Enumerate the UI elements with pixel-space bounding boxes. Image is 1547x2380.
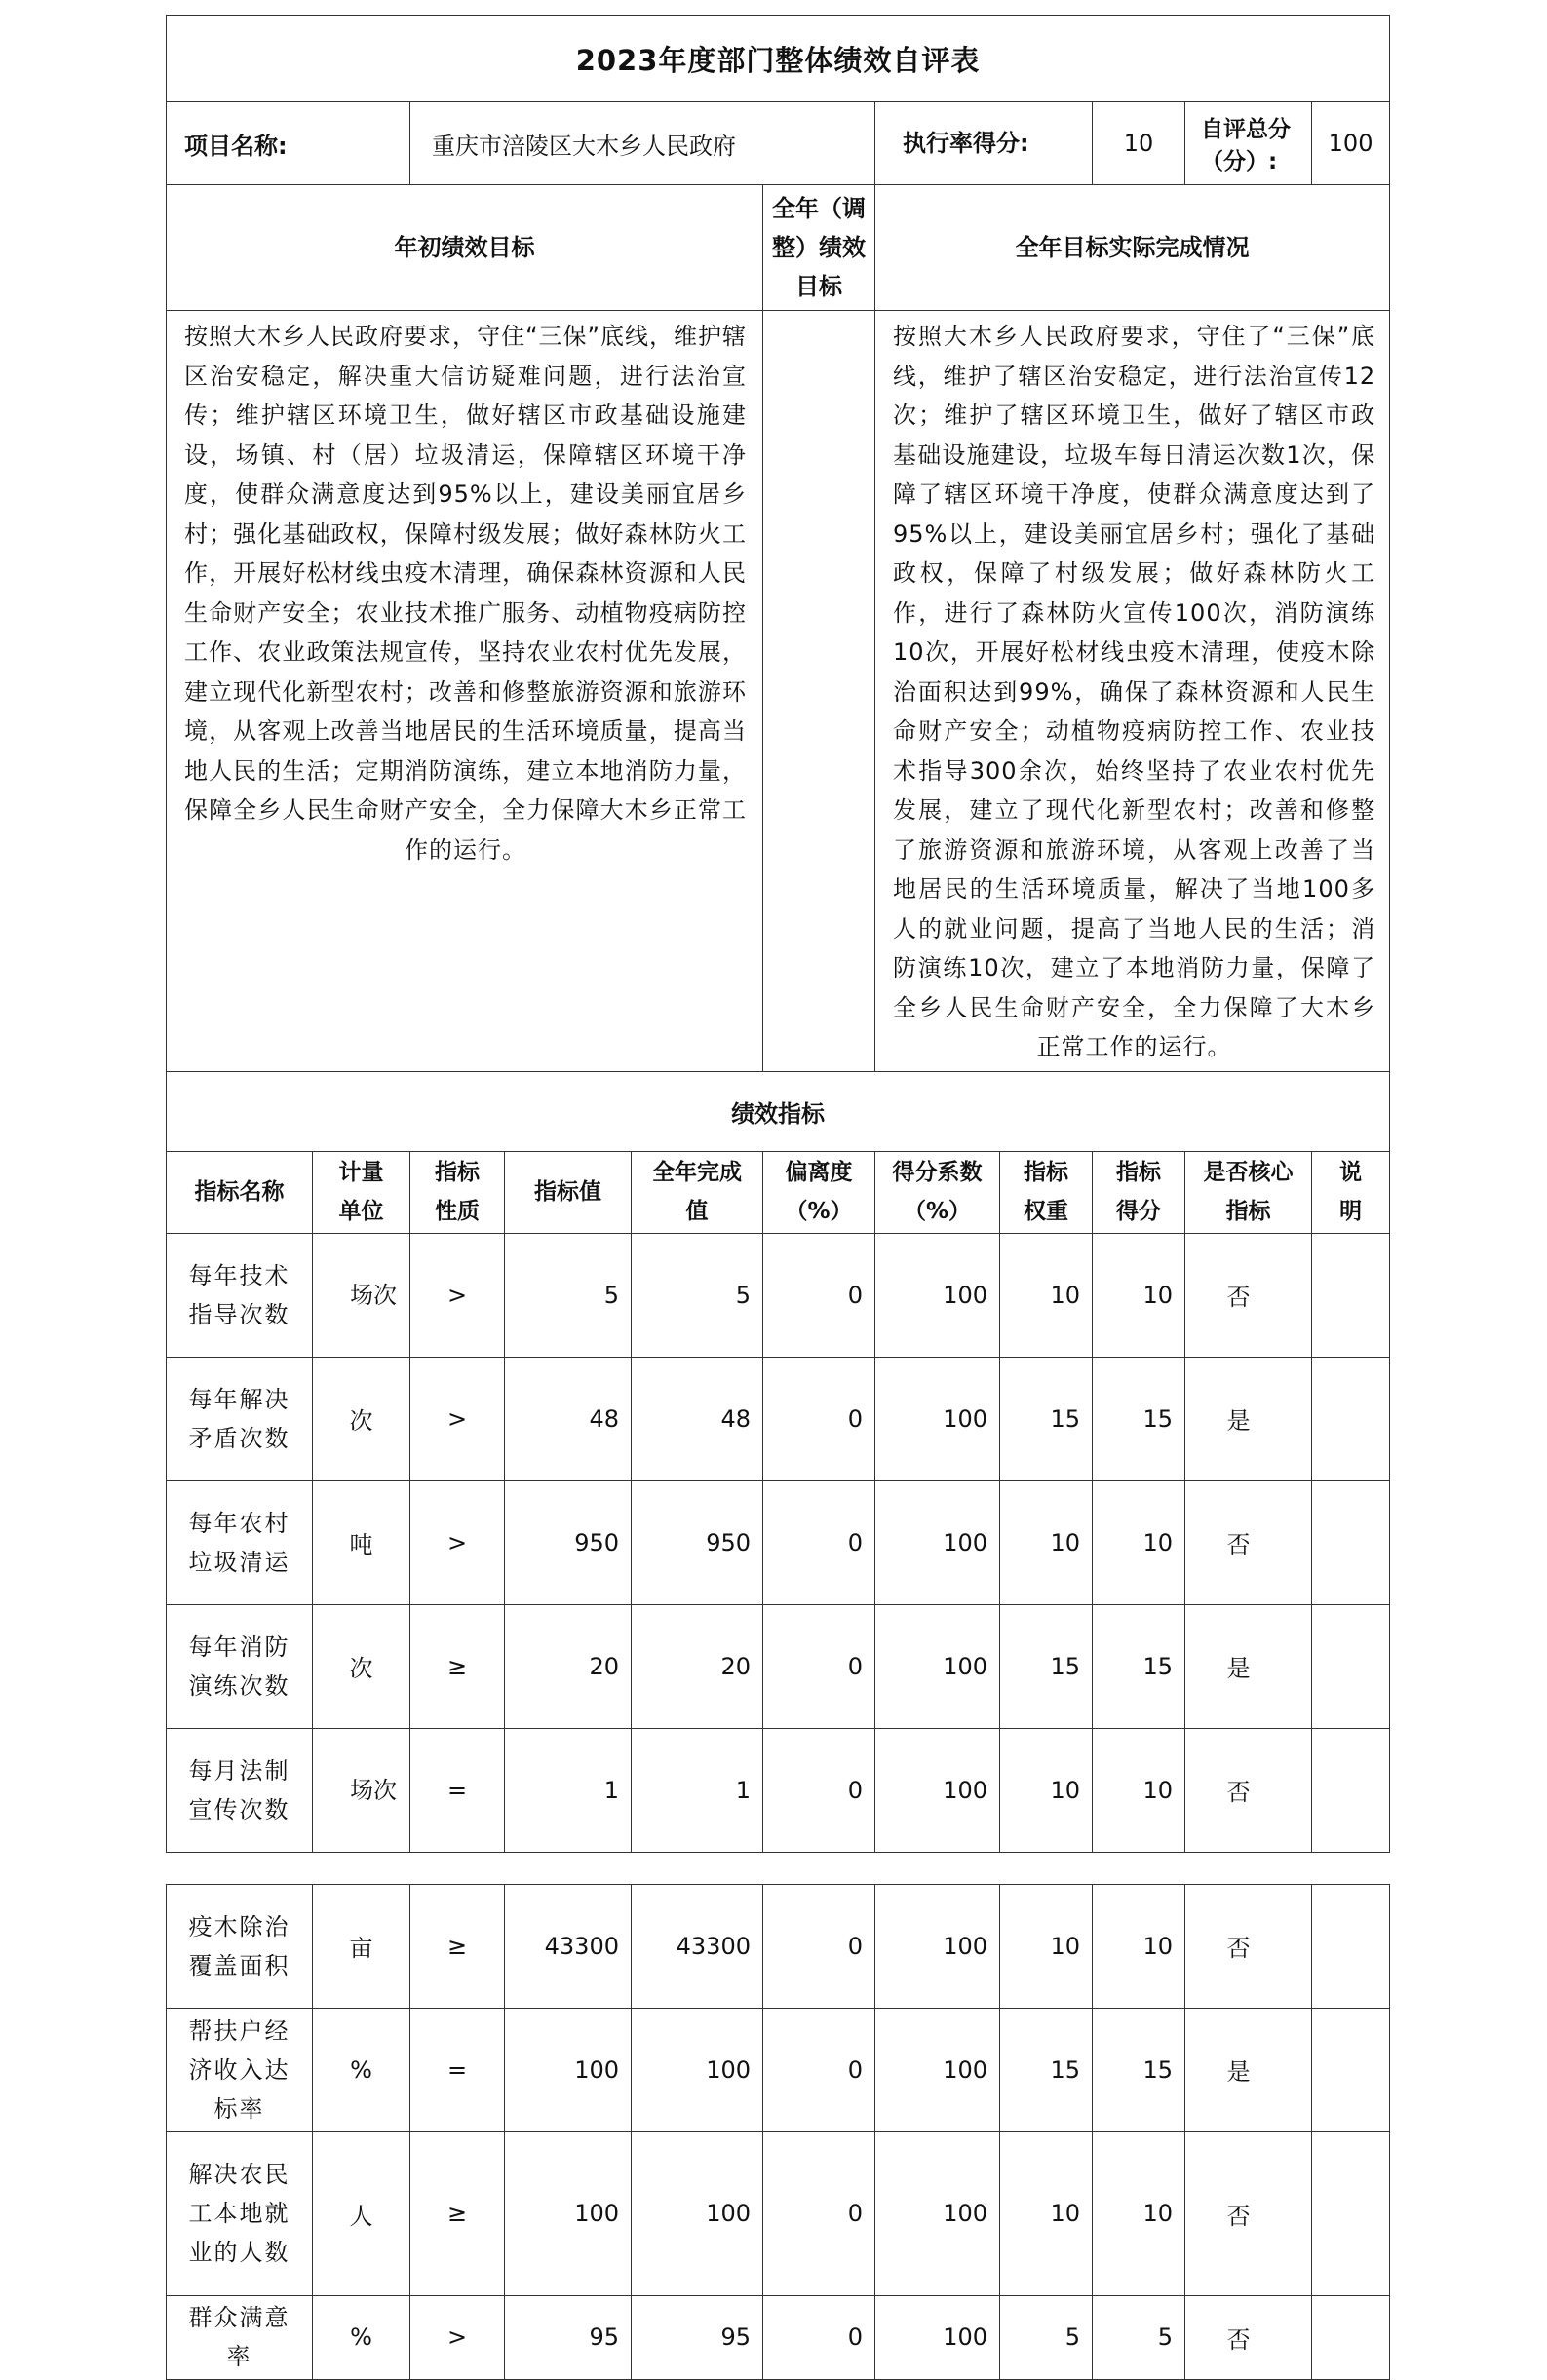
indicator-deviation: 0 (763, 2131, 875, 2295)
indicator-unit: 吨 (313, 1480, 410, 1604)
indicator-deviation: 0 (763, 1728, 875, 1852)
indicator-note (1312, 1728, 1390, 1852)
indicator-target: 48 (505, 1357, 632, 1480)
page-break-gap (166, 1853, 1389, 1884)
table-row (167, 2008, 1390, 2131)
indicator-is-core: 是 (1185, 2008, 1312, 2131)
indicator-score: 10 (1093, 1480, 1185, 1604)
indicator-score: 10 (1093, 1233, 1185, 1357)
indicator-actual: 100 (632, 2131, 763, 2295)
indicator-name: 群众满意率 (167, 2295, 313, 2379)
indicators-header-row (167, 1151, 1390, 1233)
indicator-name: 每月法制宣传次数 (167, 1728, 313, 1852)
indicator-weight: 15 (1000, 1357, 1093, 1480)
col-nature: 指标性质 (410, 1151, 505, 1233)
indicator-is-core: 否 (1185, 1728, 1312, 1852)
indicator-actual: 5 (632, 1233, 763, 1357)
indicator-name: 每年农村垃圾清运 (167, 1480, 313, 1604)
indicator-actual: 950 (632, 1480, 763, 1604)
indicator-deviation: 0 (763, 2008, 875, 2131)
indicator-unit: 亩 (313, 1884, 410, 2008)
initial-goal-label: 年初绩效目标 (167, 185, 763, 311)
indicator-actual: 48 (632, 1357, 763, 1480)
indicator-actual: 100 (632, 2008, 763, 2131)
indicator-score-coef: 100 (875, 2008, 1000, 2131)
actual-completion-text: 按照大木乡人民政府要求，守住了“三保”底线，维护了辖区治安稳定，进行法治宣传12次；维护了辖区环境卫生，做好了辖区市政基础设施建设，垃圾车每日清运次数1次，保障了辖区环境干净度，使群众满意度达到了95%以上，建设美丽宜居乡村；强化了基础政权，保障了村级发展；做好森林防火工作，进行了森林防火宣传100次，消防演练10次，开展好松材线虫疫木清理，使疫木除治面积达到99%，确保了森林资源和人民生命财产安全；动植物疫病防控工作、农业技术指导300余次，始终坚持了农业农村优先发展，建立了现代化新型农村；改善和修整了旅游资源和旅游环境，从客观上改善了当地居民的生活环境质量，解决了当地100多人的就业问题，提高了当地人民的生活；消防演练10次，建立了本地消防力量，保障了全乡人民生命财产安全，全力保障了大木乡正常工作的运行。 (875, 311, 1390, 1072)
indicator-target: 5 (505, 1233, 632, 1357)
indicator-actual: 43300 (632, 1884, 763, 2008)
indicator-note (1312, 2131, 1390, 2295)
indicator-nature: > (410, 1480, 505, 1604)
indicator-weight: 10 (1000, 1480, 1093, 1604)
evaluation-table-continued (166, 1884, 1390, 2380)
indicator-score-coef: 100 (875, 2295, 1000, 2379)
indicator-score: 15 (1093, 1357, 1185, 1480)
indicator-nature: > (410, 1233, 505, 1357)
indicator-unit: 场次 (313, 1728, 410, 1852)
execution-rate-label: 执行率得分: (875, 102, 1093, 185)
indicator-actual: 95 (632, 2295, 763, 2379)
project-name-label: 项目名称: (167, 102, 410, 185)
indicator-score: 15 (1093, 2008, 1185, 2131)
indicator-weight: 10 (1000, 2131, 1093, 2295)
indicator-nature: = (410, 1728, 505, 1852)
header-row (167, 102, 1390, 185)
indicator-unit: % (313, 2295, 410, 2379)
indicator-deviation: 0 (763, 2295, 875, 2379)
col-deviation: 偏离度（%） (763, 1151, 875, 1233)
col-unit: 计量单位 (313, 1151, 410, 1233)
indicator-nature: ≥ (410, 2131, 505, 2295)
indicator-note (1312, 1604, 1390, 1728)
indicator-name: 每年消防演练次数 (167, 1604, 313, 1728)
indicator-is-core: 否 (1185, 1480, 1312, 1604)
col-note: 说明 (1312, 1151, 1390, 1233)
indicator-deviation: 0 (763, 1480, 875, 1604)
adjusted-goal-text (763, 311, 875, 1072)
total-score-label: 自评总分（分）: (1185, 102, 1312, 185)
project-name-value: 重庆市涪陵区大木乡人民政府 (410, 102, 875, 185)
indicator-note (1312, 2008, 1390, 2131)
indicator-is-core: 否 (1185, 1884, 1312, 2008)
indicator-is-core: 是 (1185, 1357, 1312, 1480)
indicator-deviation: 0 (763, 1604, 875, 1728)
indicator-score-coef: 100 (875, 1884, 1000, 2008)
indicator-score: 5 (1093, 2295, 1185, 2379)
indicator-unit: 次 (313, 1604, 410, 1728)
indicator-nature: = (410, 2008, 505, 2131)
col-score-coef: 得分系数（%） (875, 1151, 1000, 1233)
indicator-weight: 10 (1000, 1728, 1093, 1852)
indicator-weight: 5 (1000, 2295, 1093, 2379)
goals-header-row (167, 185, 1390, 311)
indicator-is-core: 否 (1185, 2295, 1312, 2379)
indicator-name: 帮扶户经济收入达标率 (167, 2008, 313, 2131)
col-actual-value: 全年完成值 (632, 1151, 763, 1233)
indicator-nature: ≥ (410, 1604, 505, 1728)
indicator-target: 1 (505, 1728, 632, 1852)
table-row (167, 1604, 1390, 1728)
indicator-name: 每年技术指导次数 (167, 1233, 313, 1357)
table-row (167, 1357, 1390, 1480)
indicator-deviation: 0 (763, 1233, 875, 1357)
indicator-score-coef: 100 (875, 1480, 1000, 1604)
indicator-score: 10 (1093, 2131, 1185, 2295)
total-score-value: 100 (1312, 102, 1390, 185)
col-weight: 指标权重 (1000, 1151, 1093, 1233)
indicator-note (1312, 1357, 1390, 1480)
indicator-target: 950 (505, 1480, 632, 1604)
indicators-title: 绩效指标 (167, 1071, 1390, 1151)
indicator-target: 20 (505, 1604, 632, 1728)
indicator-nature: ≥ (410, 1884, 505, 2008)
page-title: 2023年度部门整体绩效自评表 (167, 16, 1390, 102)
execution-rate-value: 10 (1093, 102, 1185, 185)
indicator-score: 15 (1093, 1604, 1185, 1728)
indicator-weight: 15 (1000, 2008, 1093, 2131)
indicator-unit: 次 (313, 1357, 410, 1480)
indicator-nature: > (410, 2295, 505, 2379)
indicator-unit: % (313, 2008, 410, 2131)
indicator-weight: 10 (1000, 1884, 1093, 2008)
indicator-score-coef: 100 (875, 1728, 1000, 1852)
indicator-unit: 人 (313, 2131, 410, 2295)
indicator-deviation: 0 (763, 1884, 875, 2008)
indicator-target: 43300 (505, 1884, 632, 2008)
adjusted-goal-label: 全年（调整）绩效目标 (763, 185, 875, 311)
evaluation-sheet (166, 15, 1389, 2380)
indicator-note (1312, 1233, 1390, 1357)
table-row (167, 2131, 1390, 2295)
table-row (167, 2295, 1390, 2379)
col-is-core: 是否核心指标 (1185, 1151, 1312, 1233)
indicator-name: 疫木除治覆盖面积 (167, 1884, 313, 2008)
indicator-is-core: 否 (1185, 1233, 1312, 1357)
indicator-is-core: 是 (1185, 1604, 1312, 1728)
indicator-target: 100 (505, 2008, 632, 2131)
table-row (167, 1728, 1390, 1852)
indicator-unit: 场次 (313, 1233, 410, 1357)
col-target-value: 指标值 (505, 1151, 632, 1233)
indicator-actual: 20 (632, 1604, 763, 1728)
table-row (167, 1480, 1390, 1604)
indicator-note (1312, 1480, 1390, 1604)
goals-content-row (167, 311, 1390, 1072)
indicator-target: 95 (505, 2295, 632, 2379)
col-score: 指标得分 (1093, 1151, 1185, 1233)
indicator-note (1312, 2295, 1390, 2379)
indicator-score-coef: 100 (875, 1604, 1000, 1728)
indicator-score-coef: 100 (875, 1233, 1000, 1357)
indicator-actual: 1 (632, 1728, 763, 1852)
indicator-name: 解决农民工本地就业的人数 (167, 2131, 313, 2295)
actual-completion-label: 全年目标实际完成情况 (875, 185, 1390, 311)
indicator-name: 每年解决矛盾次数 (167, 1357, 313, 1480)
indicator-weight: 15 (1000, 1604, 1093, 1728)
table-row (167, 1233, 1390, 1357)
indicator-note (1312, 1884, 1390, 2008)
indicator-score: 10 (1093, 1884, 1185, 2008)
initial-goal-text: 按照大木乡人民政府要求，守住“三保”底线，维护辖区治安稳定，解决重大信访疑难问题，进行法治宣传；维护辖区环境卫生，做好辖区市政基础设施建设，场镇、村（居）垃圾清运，保障辖区环境干净度，使群众满意度达到95%以上，建设美丽宜居乡村；强化基础政权，保障村级发展；做好森林防火工作，开展好松材线虫疫木清理，确保森林资源和人民生命财产安全；农业技术推广服务、动植物疫病防控工作、农业政策法规宣传，坚持农业农村优先发展，建立现代化新型农村；改善和修整旅游资源和旅游环境，从客观上改善当地居民的生活环境质量，提高当地人民的生活；定期消防演练，建立本地消防力量，保障全乡人民生命财产安全，全力保障大木乡正常工作的运行。 (167, 311, 763, 1072)
indicator-rows-part1 (167, 1233, 1390, 1852)
table-row (167, 1884, 1390, 2008)
indicator-rows-part2 (167, 1884, 1390, 2379)
indicator-weight: 10 (1000, 1233, 1093, 1357)
col-indicator-name: 指标名称 (167, 1151, 313, 1233)
indicator-score: 10 (1093, 1728, 1185, 1852)
indicator-deviation: 0 (763, 1357, 875, 1480)
indicator-target: 100 (505, 2131, 632, 2295)
indicator-nature: > (410, 1357, 505, 1480)
indicator-is-core: 否 (1185, 2131, 1312, 2295)
evaluation-table-main (166, 15, 1390, 1853)
indicator-score-coef: 100 (875, 1357, 1000, 1480)
indicator-score-coef: 100 (875, 2131, 1000, 2295)
